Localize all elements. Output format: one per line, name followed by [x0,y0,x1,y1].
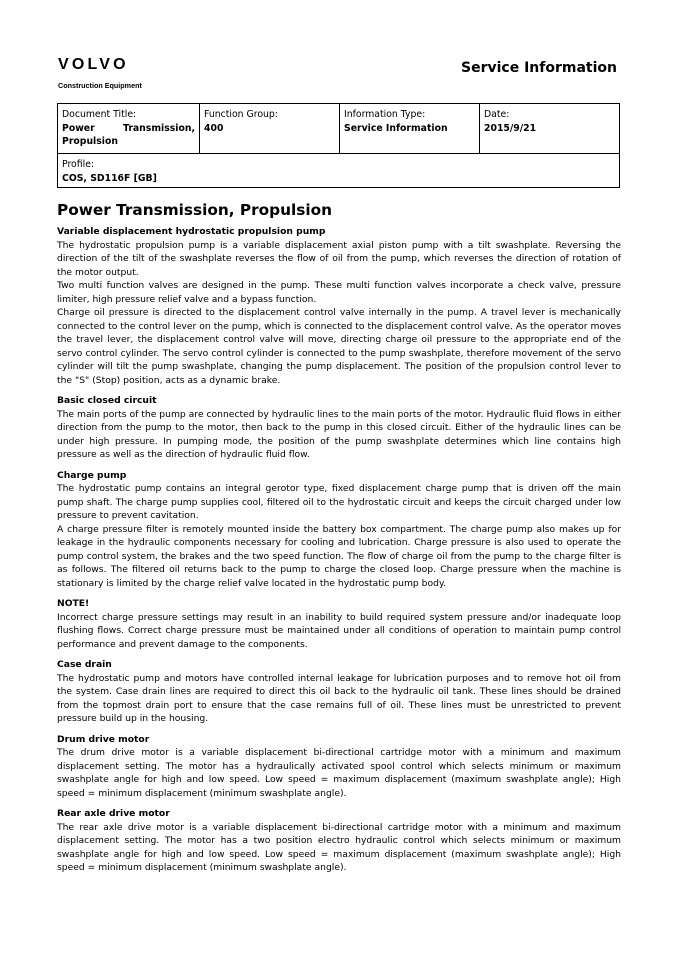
section-heading: Basic closed circuit [57,395,157,406]
page-title: Power Transmission, Propulsion [57,201,332,219]
document-title-value: Power Transmission, [62,122,195,134]
section-paragraph: A charge pressure filter is remotely mounted inside the battery box compartment. The charge pump also makes up for leakage in the hydraulic components necessary for cooling and lubrication. Charge pressure is also used to operate the pump control system, the brakes and the two speed function. The flow of charge oil from the pump to the charge filter is as follows. The filtered oil returns back to the pump to charge the closed loop. Charge pressure when the machine is stationary is limited by the charge relief valve located in the hydrostatic pump body. [57,523,621,589]
information-type-value: Service Information [344,122,448,134]
section-paragraph: The rear axle drive motor is a variable displacement bi-directional cartridge motor with a minimum and maximum displacement setting. The motor has a two position electro hydraulic control which selects minimum or maximum swashplate angle for high and low speed. Low speed = maximum displacement (maximum swashplate angle); High speed = minimum displacement (minimum swashplate angle). [57,821,621,873]
section-paragraph: The drum drive motor is a variable displacement bi-directional cartridge motor with a minimum and maximum displacement setting. The motor has a hydraulically activated spool control which selects minimum or maximum swashplate angle for high and low speed. Low speed = maximum displacement (maximum swashplate angle); High speed = minimum displacement (minimum swashplate angle). [57,747,621,799]
section-paragraph: Two multi function valves are designed in the pump. These multi function valves incorporate a check valve, pressure limiter, high pressure relief valve and a bypass function. [57,280,621,305]
section-heading: Case drain [57,659,112,670]
date-cell [479,104,619,153]
note-paragraph: Incorrect charge pressure settings may result in an inability to build required system pressure and/or inadequate loop flushing flows. Correct charge pressure must be maintained under all conditions of operation to maintain pump control performance and prevent damage to the components. [57,611,621,650]
section-heading: Drum drive motor [57,733,150,745]
section-paragraph: The main ports of the pump are connected by hydraulic lines to the main ports of the motor. Hydraulic fluid flows in either direction from the pump to the motor, then back to the pump in this closed circuit. Either of the hydraulic lines can be under high pressure. In pumping mode, the position of the pump swashplate determines which line contains high pressure as well as the direction of hydraulic fluid flow. [57,408,621,460]
brand-logo [58,57,142,90]
document-type-heading: Service Information [461,60,617,76]
brand-wordmark: VOLVO [58,56,129,73]
meta-row [58,153,619,187]
document-title-value-cont: Propulsion [62,136,118,147]
section-heading: Rear axle drive motor [57,808,170,819]
function-group-cell [199,104,339,153]
document-title-label: Document Title: [62,109,137,120]
section-paragraph: The hydrostatic pump and motors have controlled internal leakage for lubrication purposes and to remove hot oil from the system. Case drain lines are required to direct this oil back to the hydraulic oil tank. These lines should be drained from the topmost drain port to ensure that the case remains full of oil. These lines must be unrestricted to prevent pressure build up in the housing. [57,672,621,724]
document-meta-table [57,103,620,188]
date-label: Date: [484,109,510,120]
section-heading: Variable displacement hydrostatic propulsion pump [57,226,326,237]
section-paragraph: The hydrostatic pump contains an integral gerotor type, fixed displacement charge pump that is driven off the main pump shaft. The charge pump supplies cool, filtered oil to the hydrostatic circuit and keeps the circuit charged under low pressure to prevent cavitation. [57,483,621,521]
section-heading: Charge pump [57,469,127,481]
information-type-label: Information Type: [344,109,426,120]
date-value: 2015/9/21 [484,122,537,134]
profile-label: Profile: [62,159,95,170]
profile-value: COS, SD116F [GB] [62,172,157,184]
section-paragraph: Charge oil pressure is directed to the displacement control valve internally in the pump. A travel lever is mechanically connected to the control lever on the pump, which is connected to the displacement control valve. As the operator moves the travel lever, the displacement control valve will move, directing charge oil pressure to the appropriate end of the servo control cylinder. The servo control cylinder is connected to the pump swashplate, therefore movement of the servo cylinder will tilt the pump swashplate, changing the pump displacement. The position of the propulsion control lever to the "S" (Stop) position, acts as a dynamic brake. [57,307,621,386]
section-paragraph: The hydrostatic propulsion pump is a variable displacement axial piston pump with a tilt swashplate. Reversing the direction of the tilt of the swashplate reverses the flow of oil from the pump, which reverses the direction of rotation of the motor output. [57,239,621,278]
function-group-value: 400 [204,122,224,134]
profile-cell [58,154,619,187]
information-type-cell [339,104,479,153]
note-heading: NOTE! [57,598,90,609]
brand-subtitle: Construction Equipment [58,81,142,90]
document-body [57,201,621,875]
function-group-label: Function Group: [204,109,278,120]
document-title-cell [58,104,199,153]
meta-row [58,104,619,153]
